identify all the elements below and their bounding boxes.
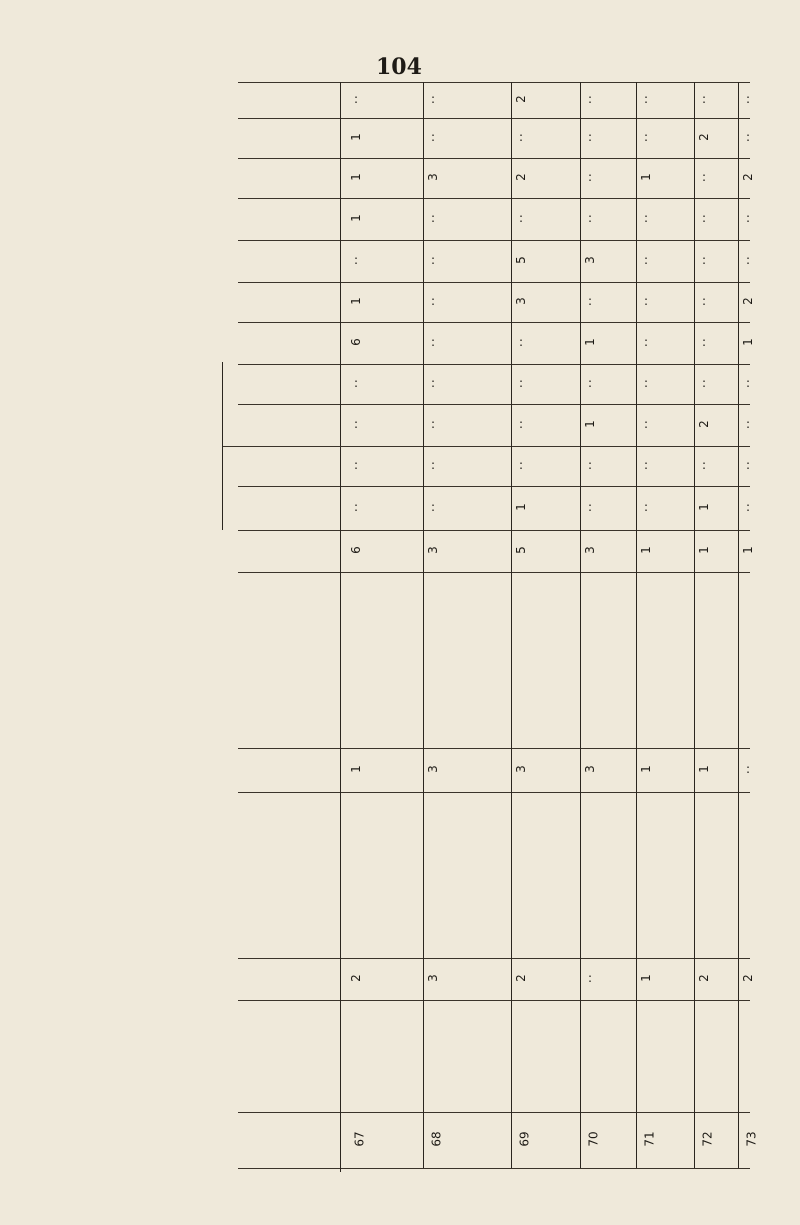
row-69-house: 69 <box>517 1131 532 1147</box>
empty-cell: : <box>354 92 359 106</box>
row-67-entering: 6 <box>348 338 363 346</box>
row-67-house: 67 <box>352 1131 367 1147</box>
empty-cell: : <box>354 500 359 514</box>
empty-cell: : <box>431 253 436 267</box>
empty-cell: : <box>588 971 593 985</box>
empty-cell: : <box>431 211 436 225</box>
empty-cell: : <box>746 130 751 144</box>
empty-cell: : <box>354 458 359 472</box>
section-rule <box>222 446 342 447</box>
column-rule <box>238 1000 750 1001</box>
empty-cell: : <box>746 92 751 106</box>
row-68-n1: 3 <box>425 974 440 982</box>
row-67-leaving: 1 <box>348 297 363 305</box>
row-rule <box>694 82 695 1168</box>
row-68-house: 68 <box>429 1131 444 1147</box>
row-rule <box>423 82 424 1168</box>
empty-cell: : <box>431 130 436 144</box>
empty-cell: : <box>644 130 649 144</box>
page-number: 104 <box>376 54 422 80</box>
empty-cell: : <box>702 458 707 472</box>
row-rule <box>738 82 739 1168</box>
empty-cell: : <box>354 417 359 431</box>
empty-cell: : <box>702 294 707 308</box>
row-69-n2: 3 <box>513 765 528 773</box>
row-73-old: 2 <box>740 173 755 181</box>
row-72-births-first: 1 <box>696 503 711 511</box>
empty-cell: : <box>644 92 649 106</box>
column-rule <box>238 748 750 749</box>
empty-cell: : <box>431 417 436 431</box>
column-rule <box>238 530 750 531</box>
header-rule <box>340 82 341 1172</box>
row-67-changing-out: 1 <box>348 214 363 222</box>
column-rule <box>238 198 750 199</box>
section-rule <box>222 362 223 530</box>
row-67-new: 1 <box>348 133 363 141</box>
empty-cell: : <box>746 500 751 514</box>
row-71-n2: 1 <box>638 765 653 773</box>
empty-cell: : <box>644 294 649 308</box>
row-73-n1: 2 <box>740 974 755 982</box>
empty-cell: : <box>431 376 436 390</box>
row-73-entering: 1 <box>740 338 755 346</box>
empty-cell: : <box>588 376 593 390</box>
column-rule <box>238 572 750 573</box>
empty-cell: : <box>588 92 593 106</box>
empty-cell: : <box>519 417 524 431</box>
row-rule <box>511 82 512 1168</box>
row-68-n2: 3 <box>425 765 440 773</box>
column-rule <box>238 958 750 959</box>
row-rule <box>580 82 581 1168</box>
empty-cell: : <box>588 500 593 514</box>
empty-cell: : <box>519 458 524 472</box>
row-72-house: 72 <box>700 1131 715 1147</box>
empty-cell: : <box>588 458 593 472</box>
row-68-n3: 3 <box>425 546 440 554</box>
empty-cell: : <box>431 294 436 308</box>
empty-cell: : <box>588 294 593 308</box>
row-67-n3: 6 <box>348 546 363 554</box>
empty-cell: : <box>702 211 707 225</box>
empty-cell: : <box>746 417 751 431</box>
row-72-n1: 2 <box>696 974 711 982</box>
empty-cell: : <box>644 500 649 514</box>
row-71-n1: 1 <box>638 974 653 982</box>
row-73-leaving: 2 <box>740 297 755 305</box>
empty-cell: : <box>588 130 593 144</box>
row-73-house: 73 <box>744 1131 759 1147</box>
row-67-n1: 2 <box>348 974 363 982</box>
column-rule <box>238 404 750 405</box>
row-70-deaths-first: 1 <box>582 420 597 428</box>
row-rule <box>636 82 637 1168</box>
empty-cell: : <box>702 335 707 349</box>
empty-cell: : <box>702 170 707 184</box>
column-rule <box>238 1168 750 1169</box>
row-71-old: 1 <box>638 173 653 181</box>
row-69-leaving: 3 <box>513 297 528 305</box>
column-rule <box>238 82 750 83</box>
row-72-new: 2 <box>696 133 711 141</box>
empty-cell: : <box>746 762 751 776</box>
column-rule <box>238 486 750 487</box>
row-70-changing-into: 3 <box>582 256 597 264</box>
empty-cell: : <box>519 335 524 349</box>
empty-cell: : <box>702 253 707 267</box>
column-rule <box>238 118 750 119</box>
row-72-n2: 1 <box>696 765 711 773</box>
row-73-n3: 1 <box>740 546 755 554</box>
column-rule <box>238 364 750 365</box>
empty-cell: : <box>746 376 751 390</box>
row-69-changing-into: 5 <box>513 256 528 264</box>
empty-cell: : <box>354 253 359 267</box>
row-69-old: 2 <box>513 173 528 181</box>
row-70-n2: 3 <box>582 765 597 773</box>
row-70-n3: 3 <box>582 546 597 554</box>
row-70-entering: 1 <box>582 338 597 346</box>
column-rule <box>238 282 750 283</box>
column-rule <box>238 158 750 159</box>
column-rule <box>238 322 750 323</box>
empty-cell: : <box>644 417 649 431</box>
row-71-n3: 1 <box>638 546 653 554</box>
empty-cell: : <box>588 211 593 225</box>
row-68-old: 3 <box>425 173 440 181</box>
empty-cell: : <box>746 458 751 472</box>
row-70-house: 70 <box>586 1131 601 1147</box>
empty-cell: : <box>519 211 524 225</box>
row-71-house: 71 <box>642 1131 657 1147</box>
empty-cell: : <box>431 92 436 106</box>
empty-cell: : <box>644 211 649 225</box>
empty-cell: : <box>644 458 649 472</box>
empty-cell: : <box>644 335 649 349</box>
row-69-births-first: 1 <box>513 503 528 511</box>
empty-cell: : <box>644 376 649 390</box>
row-72-deaths-first: 2 <box>696 420 711 428</box>
empty-cell: : <box>431 335 436 349</box>
column-rule <box>238 240 750 241</box>
empty-cell: : <box>519 130 524 144</box>
empty-cell: : <box>431 458 436 472</box>
row-67-old: 1 <box>348 173 363 181</box>
empty-cell: : <box>431 500 436 514</box>
empty-cell: : <box>354 376 359 390</box>
empty-cell: : <box>644 253 649 267</box>
row-69-n1: 2 <box>513 974 528 982</box>
column-rule <box>238 1112 750 1113</box>
row-67-n2: 1 <box>348 765 363 773</box>
empty-cell: : <box>702 376 707 390</box>
empty-cell: : <box>702 92 707 106</box>
empty-cell: : <box>746 211 751 225</box>
row-69-gone-country: 2 <box>513 95 528 103</box>
empty-cell: : <box>588 170 593 184</box>
row-72-n3: 1 <box>696 546 711 554</box>
row-69-n3: 5 <box>513 546 528 554</box>
empty-cell: : <box>746 253 751 267</box>
empty-cell: : <box>519 376 524 390</box>
column-rule <box>238 792 750 793</box>
